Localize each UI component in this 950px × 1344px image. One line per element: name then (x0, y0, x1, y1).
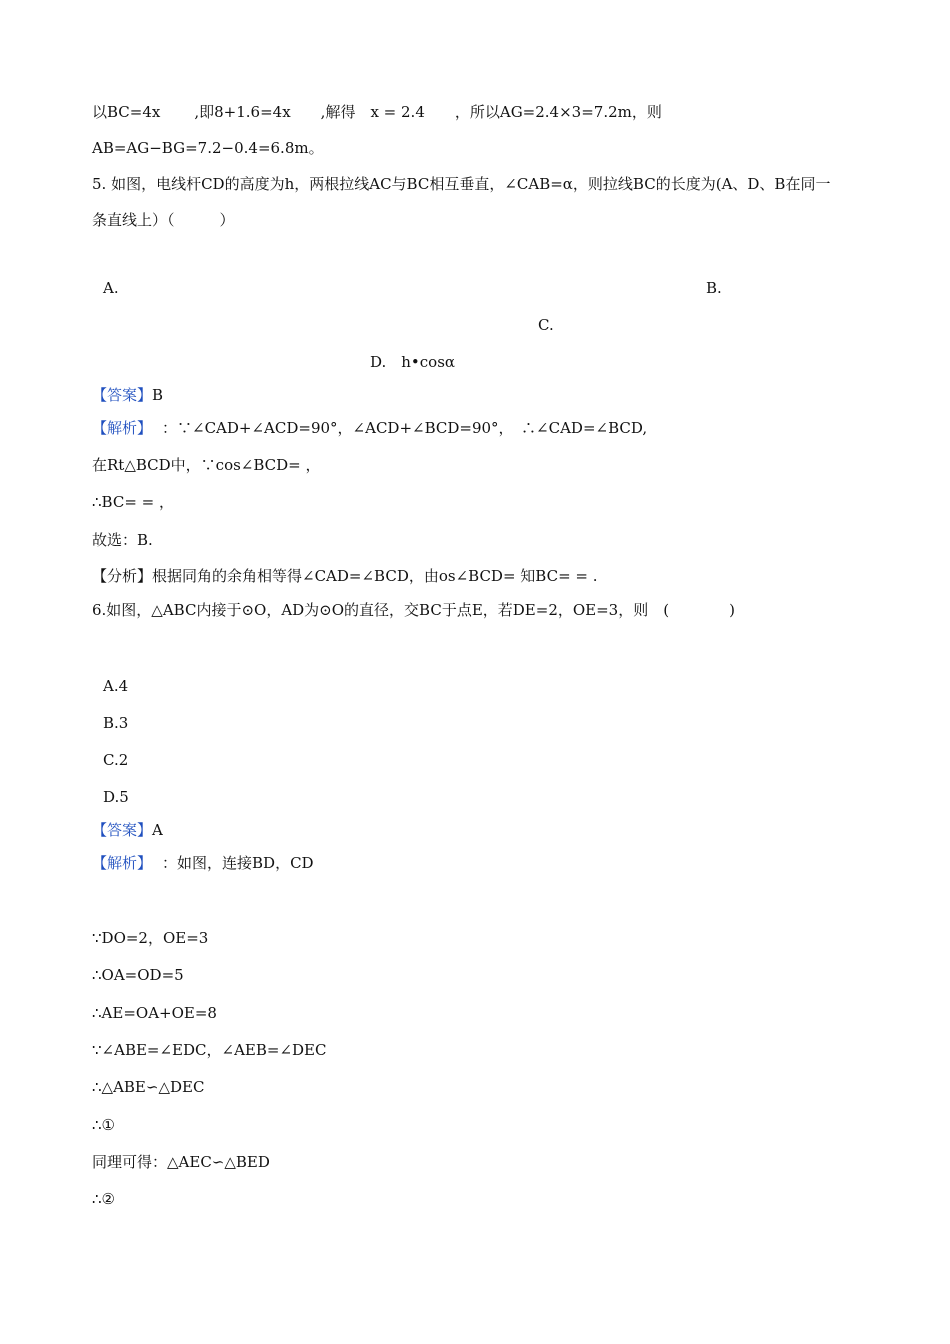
q5-analysis-line-2: 在Rt△BCD中，∵cos∠BCD= ， (92, 456, 321, 474)
prev-solution-seg-a: 以BC=4x (92, 103, 161, 121)
q6-step: ∴△ABE∽△DEC (92, 1078, 205, 1096)
q5-fenxi: 【分析】根据同角的余角相等得∠CAD=∠BCD，由os∠BCD= 知BC= = . (92, 567, 598, 585)
q6-step: ∵∠ABE=∠EDC，∠AEB=∠DEC (92, 1041, 327, 1059)
q5-analysis-line-3: ∴BC= = ， (92, 493, 174, 511)
q5-analysis-text-1: ：∵∠CAD+∠ACD=90°，∠ACD+∠BCD=90°， ∴∠CAD=∠BCD, (162, 419, 648, 437)
q5-option-d: D. h•cosα (370, 353, 456, 371)
q6-step: ∵DO=2，OE=3 (92, 929, 209, 947)
q6-step: ∴② (92, 1190, 115, 1208)
q6-analysis-line-1 (92, 853, 314, 873)
q5-option-a: A. (103, 279, 119, 297)
prev-solution-seg-d: ，所以AG=2.4×3=7.2m，则 (454, 103, 662, 121)
q6-step: 同理可得：△AEC∽△BED (92, 1153, 270, 1171)
q5-answer-tag: 【答案】 (92, 386, 153, 404)
prev-solution-seg-c: ,解得 x = 2.4 (320, 103, 425, 121)
q6-option-b: B.3 (103, 714, 129, 732)
q6-step: ∴OA=OD=5 (92, 966, 184, 984)
q6-step: ∴AE=OA+OE=8 (92, 1004, 217, 1022)
q6-stem: 6.如图，△ABC内接于⊙O，AD为⊙O的直径，交BC于点E，若DE=2，OE=3，则 ( ) (92, 601, 735, 619)
q5-stem-line-1: 5. 如图，电线杆CD的高度为h，两根拉线AC与BC相互垂直，∠CAB=α，则拉线BC的长度为(A、D、B在同一 (92, 175, 831, 193)
q6-analysis-head: ：如图，连接BD，CD (162, 854, 314, 872)
q6-option-d: D.5 (103, 788, 129, 806)
q6-answer (92, 820, 163, 840)
prev-solution-line-1 (92, 102, 662, 122)
q5-analysis-line-1 (92, 418, 647, 438)
q5-option-b: B. (706, 279, 722, 297)
q5-stem-line-2: 条直线上）（ ） (92, 211, 235, 229)
q5-answer-value: B (152, 386, 164, 404)
q6-analysis-tag: 【解析】 (92, 854, 153, 872)
q6-option-c: C.2 (103, 751, 129, 769)
prev-solution-seg-b: ,即8+1.6=4x (194, 103, 291, 121)
q5-option-c: C. (538, 316, 554, 334)
prev-solution-line-2: AB=AG−BG=7.2−0.4=6.8m。 (92, 139, 324, 157)
q6-answer-value: A (152, 821, 163, 839)
q6-answer-tag: 【答案】 (92, 821, 153, 839)
q6-step: ∴① (92, 1116, 115, 1134)
q6-option-a: A.4 (103, 677, 129, 695)
q5-answer (92, 385, 163, 405)
q5-analysis-line-4: 故选：B. (92, 531, 153, 549)
q5-analysis-tag: 【解析】 (92, 419, 153, 437)
